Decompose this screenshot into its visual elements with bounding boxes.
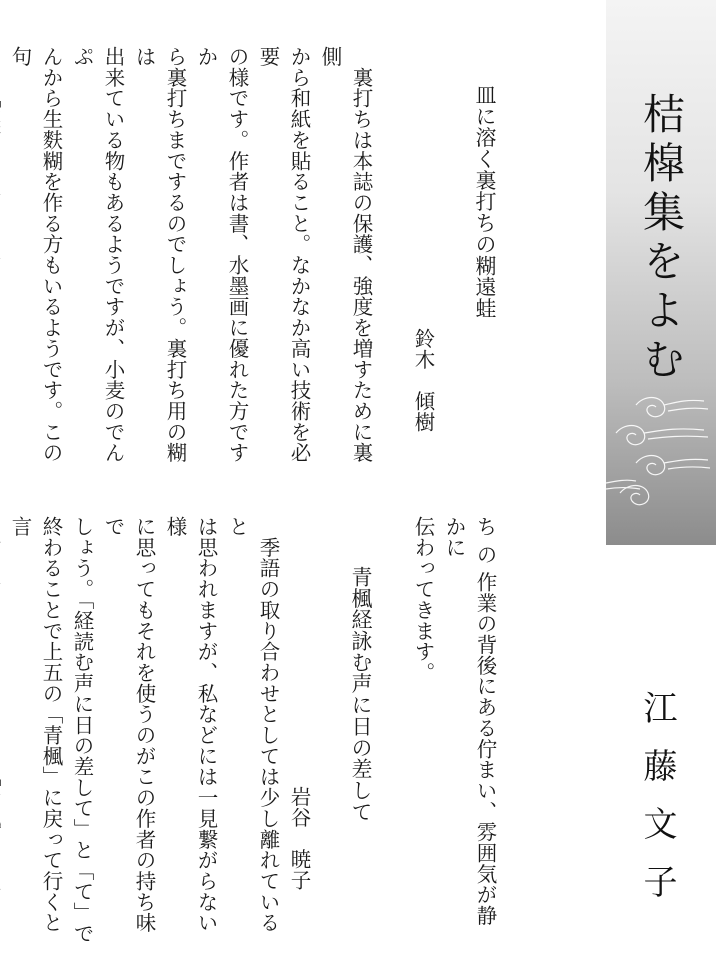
section1	[8, 46, 500, 476]
body-line: 出来ている物もあるようですが、小麦のでんぷ	[70, 46, 125, 463]
body-line: 終わることで上五の「青楓」に戻って行くと言	[8, 516, 63, 933]
body-line: んから生麩糊を作る方もいるようです。この句	[8, 46, 63, 463]
body-line: の様です。作者は書、水墨画に優れた方ですか	[194, 46, 249, 463]
body-line: ら裏打ちまでするのでしょう。裏打ち用の糊は	[132, 46, 187, 463]
author-name: 江藤文子	[637, 690, 677, 922]
section2	[8, 516, 500, 946]
title-panel	[606, 0, 716, 545]
spacer	[314, 516, 345, 946]
body-line	[0, 46, 4, 476]
body-line: しょう。「経読む声に日の差して」と「て」で	[70, 516, 94, 944]
spacer	[438, 46, 469, 476]
spacer	[376, 46, 407, 476]
spacer	[376, 516, 407, 946]
wave-ornament-icon	[606, 385, 716, 515]
body-line: 伝わってきます。	[411, 516, 435, 683]
body-line: は思われますが、私などには一見繋がらない様	[163, 516, 218, 933]
haiku-2: 青楓経詠む声に日の差して	[349, 566, 373, 823]
body-line: に思ってもそれを使うのがこの作者の持ち味で	[101, 516, 156, 933]
poet-1: 鈴木 傾樹	[411, 328, 435, 433]
body-line: ち の 作業の背後にある佇まい、雰囲気が静かに	[442, 516, 497, 926]
body-line: 裏打ちは本誌の保護、強度を増すために裏側	[318, 46, 373, 463]
body-line: 季語の取り合わせとしては少し離れていると	[225, 516, 280, 933]
body-line: から和紙を貼ること。なかなか高い技術を必要	[256, 46, 311, 463]
haiku-1: 皿に溶く裏打ちの糊遠蛙	[473, 84, 497, 319]
series-title: 桔槹集をよむ	[637, 92, 686, 386]
body-line	[0, 516, 4, 946]
poet-2: 岩谷 暁子	[287, 786, 311, 891]
